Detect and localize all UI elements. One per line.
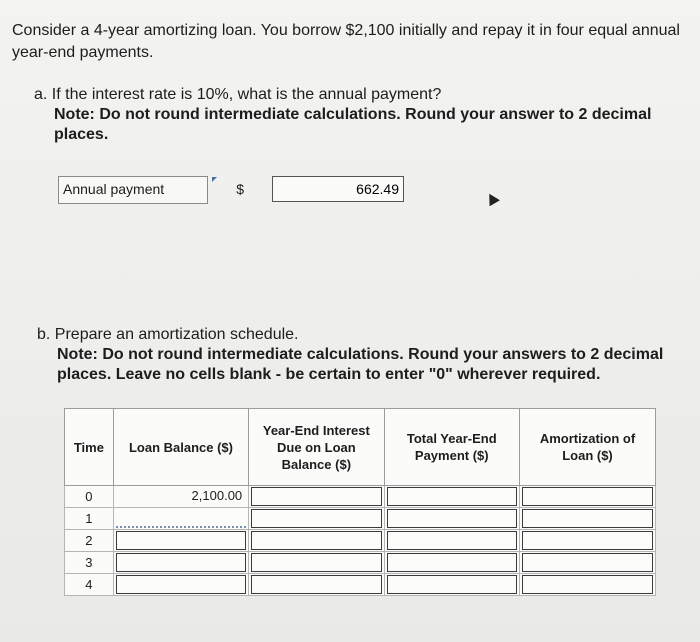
interest-input[interactable] bbox=[251, 575, 381, 594]
time-cell: 2 bbox=[65, 530, 114, 552]
interest-cell[interactable] bbox=[249, 530, 384, 552]
balance-cell[interactable] bbox=[113, 530, 248, 552]
table-row bbox=[65, 530, 656, 552]
amortization-input[interactable] bbox=[522, 531, 653, 550]
time-cell: 3 bbox=[65, 552, 114, 574]
balance-value: 2,100.00 bbox=[191, 488, 243, 503]
balance-input[interactable] bbox=[116, 553, 246, 572]
table-row bbox=[65, 508, 656, 530]
balance-input[interactable] bbox=[116, 509, 246, 528]
interest-input[interactable] bbox=[251, 487, 381, 506]
header-total-payment: Total Year-End Payment ($) bbox=[384, 409, 519, 486]
balance-input[interactable] bbox=[116, 531, 246, 550]
interest-cell[interactable] bbox=[249, 486, 384, 508]
table-header-row bbox=[65, 409, 656, 486]
payment-input[interactable] bbox=[387, 575, 517, 594]
amortization-input[interactable] bbox=[522, 553, 653, 572]
time-cell: 4 bbox=[65, 574, 114, 596]
amortization-table bbox=[64, 408, 656, 596]
balance-cell[interactable] bbox=[113, 552, 248, 574]
interest-cell[interactable] bbox=[249, 508, 384, 530]
annual-payment-input[interactable] bbox=[272, 176, 404, 202]
payment-input[interactable] bbox=[387, 509, 517, 528]
payment-cell[interactable] bbox=[384, 552, 519, 574]
amortization-input[interactable] bbox=[522, 487, 653, 506]
interest-input[interactable] bbox=[251, 553, 381, 572]
header-amortization: Amortization of Loan ($) bbox=[519, 409, 655, 486]
amortization-input[interactable] bbox=[522, 575, 653, 594]
payment-cell[interactable] bbox=[384, 530, 519, 552]
amortization-cell[interactable] bbox=[519, 574, 655, 596]
currency-symbol: $ bbox=[236, 181, 244, 197]
amortization-input[interactable] bbox=[522, 509, 653, 528]
payment-cell[interactable] bbox=[384, 486, 519, 508]
annual-payment-label: Annual payment bbox=[58, 176, 208, 204]
annual-payment-row bbox=[58, 176, 346, 204]
header-time: Time bbox=[65, 409, 114, 486]
interest-cell[interactable] bbox=[249, 552, 384, 574]
payment-input[interactable] bbox=[387, 487, 517, 506]
balance-cell[interactable] bbox=[113, 574, 248, 596]
payment-cell[interactable] bbox=[384, 574, 519, 596]
payment-input[interactable] bbox=[387, 553, 517, 572]
table-row bbox=[65, 552, 656, 574]
balance-input[interactable] bbox=[116, 575, 246, 594]
table-row bbox=[65, 486, 656, 508]
question-a bbox=[34, 85, 694, 145]
question-a-text: If the interest rate is 10%, what is the annual payment? bbox=[51, 86, 442, 103]
header-interest: Year-End Interest Due on Loan Balance ($) bbox=[249, 409, 384, 486]
payment-cell[interactable] bbox=[384, 508, 519, 530]
amortization-cell[interactable] bbox=[519, 486, 655, 508]
table-row bbox=[65, 574, 656, 596]
problem-intro: Consider a 4-year amortizing loan. You borrow $2,100 initially and repay it in four equal annual year-end payments. bbox=[12, 22, 680, 61]
time-cell: 0 bbox=[65, 486, 114, 508]
interest-input[interactable] bbox=[251, 509, 381, 528]
question-a-note: Note: Do not round intermediate calculations. Round your answer to 2 decimal places. bbox=[54, 106, 652, 143]
mouse-cursor-icon bbox=[484, 191, 500, 207]
question-b-text: Prepare an amortization schedule. bbox=[54, 326, 299, 343]
amortization-cell[interactable] bbox=[519, 508, 655, 530]
balance-cell[interactable] bbox=[113, 508, 248, 530]
payment-input[interactable] bbox=[387, 531, 517, 550]
header-loan-balance: Loan Balance ($) bbox=[113, 409, 248, 486]
amortization-cell[interactable] bbox=[519, 552, 655, 574]
time-cell: 1 bbox=[65, 508, 114, 530]
interest-input[interactable] bbox=[251, 531, 381, 550]
question-b-label: b. bbox=[37, 326, 51, 343]
question-b-note: Note: Do not round intermediate calculations. Round your answers to 2 decimal places. Leave no cells blank - be certain to enter "0" wherever required. bbox=[57, 346, 664, 383]
balance-cell bbox=[113, 486, 248, 508]
interest-cell[interactable] bbox=[249, 574, 384, 596]
question-b bbox=[37, 325, 697, 385]
amortization-cell[interactable] bbox=[519, 530, 655, 552]
question-a-label: a. bbox=[34, 86, 48, 103]
